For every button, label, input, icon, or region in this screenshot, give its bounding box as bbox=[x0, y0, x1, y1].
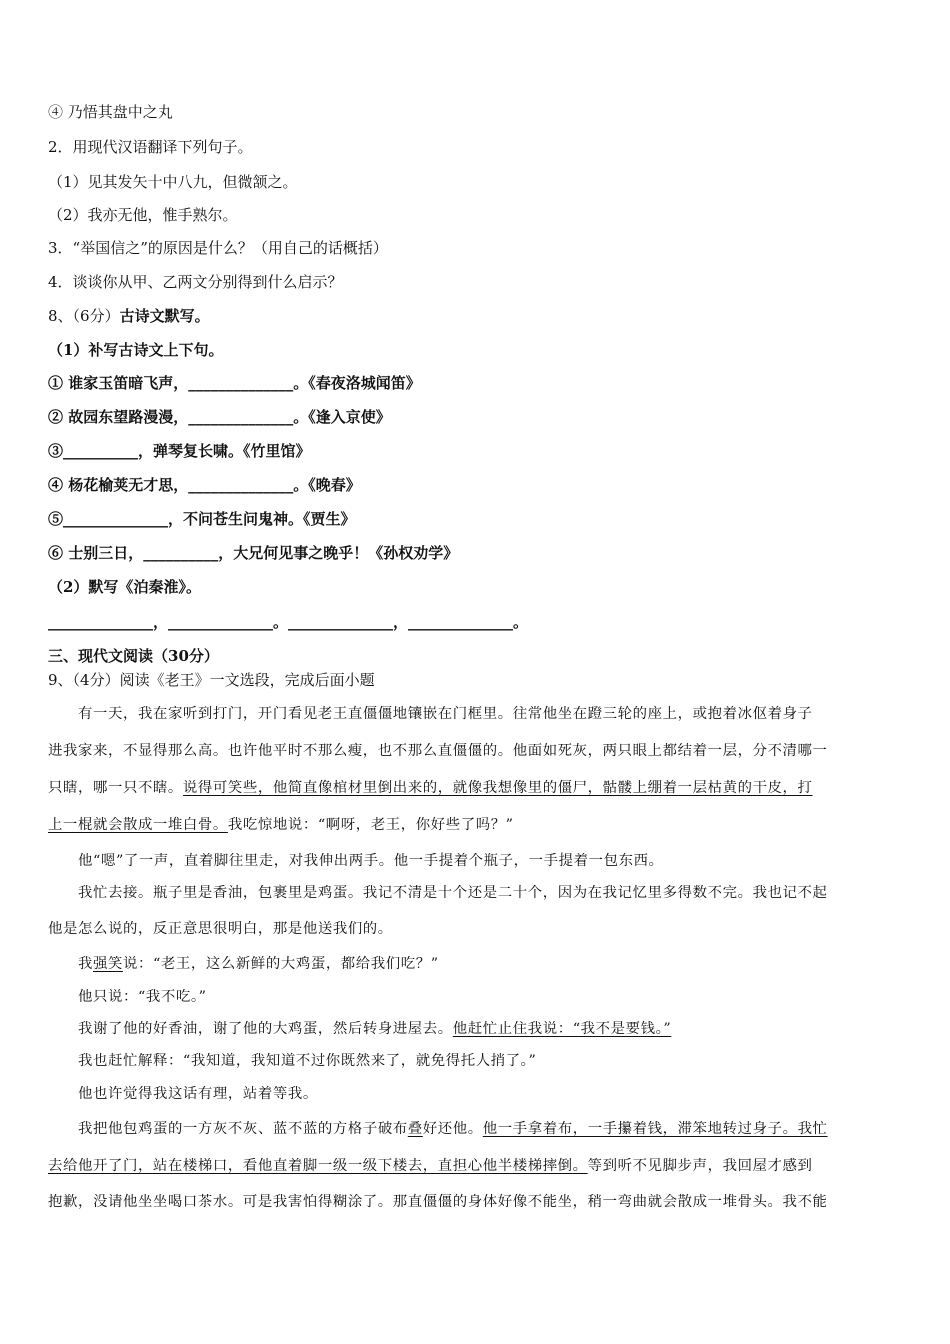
passage-line: 进我家来，不显得那么高。也许他平时不那么瘦，也不那么直僵僵的。他面如死灰，两只眼上都结着一层，分不清哪一 bbox=[48, 743, 828, 759]
passage-line bbox=[48, 954, 938, 974]
passage-line bbox=[48, 1156, 908, 1176]
question-8-heading bbox=[48, 306, 210, 326]
passage-line: 他也许觉得我这话有理，站着等我。 bbox=[78, 1086, 318, 1102]
passage-line: 有一天，我在家听到打门，开门看见老王直僵僵地镶嵌在门框里。往常他坐在蹬三轮的座上，或抱着冰伛着身子 bbox=[78, 706, 813, 722]
passage-line: 我忙去接。瓶子里是香油，包裹里是鸡蛋。我记不清是十个还是二十个，因为在我记忆里多得数不完。我也记不起 bbox=[78, 885, 828, 901]
passage-line: 他是怎么说的，反正意思很明白，那是他送我们的。 bbox=[48, 921, 393, 937]
passage-line bbox=[48, 1019, 938, 1039]
passage-line bbox=[48, 778, 908, 798]
question-8-sub-2: （2）默写《泊秦淮》。 bbox=[48, 578, 201, 596]
poem-line-3: ③__________，弹琴复长啸。《竹里馆》 bbox=[48, 442, 311, 460]
passage-line: 我也赶忙解释：“我知道，我知道不过你既然来了，就免得托人捎了。” bbox=[78, 1053, 537, 1069]
poem-line-1: ① 谁家玉笛暗飞声，______________。《春夜洛城闻笛》 bbox=[48, 374, 421, 392]
underlined-text: 他赶忙止住我说：“我不是要钱。” bbox=[452, 1021, 672, 1037]
underlined-text: 去给他开了门，站在楼梯口，看他直着脚一级一级下楼去，直担心他半楼梯摔倒。 bbox=[48, 1158, 588, 1174]
underlined-text: 说得可笑些，他简直像棺材里倒出来的，就像我想像里的僵尸，骷髅上绷着一层枯黄的干皮，打 bbox=[182, 780, 813, 796]
passage-text: 我吃惊地说：“啊呀，老王，你好些了吗？” bbox=[227, 817, 514, 833]
passage-text: 我把他包鸡蛋的一方灰不灰、蓝不蓝的方格子破布 bbox=[78, 1121, 408, 1137]
underlined-text: 上一棍就会散成一堆白骨。 bbox=[48, 817, 228, 833]
underlined-text: 强笑 bbox=[93, 956, 123, 972]
poem-line-4: ④ 杨花榆荚无才思，______________。《晚春》 bbox=[48, 476, 361, 494]
q-prev-item-4: ④ 乃悟其盘中之丸 bbox=[48, 103, 173, 121]
passage-text: 等到听不见脚步声，我回屋才感到 bbox=[587, 1158, 813, 1174]
question-8-number: 8、（6分） bbox=[48, 307, 120, 325]
underlined-text: 他一手拿着布，一手攥着钱，滞笨地转过身子。我忙 bbox=[482, 1121, 828, 1137]
question-3: 3．“举国信之”的原因是什么？（用自己的话概括） bbox=[48, 239, 388, 257]
poem-line-2: ② 故园东望路漫漫，______________。《逢入京使》 bbox=[48, 408, 391, 426]
passage-text: 只瞎，哪一只不瞎。 bbox=[48, 780, 183, 796]
question-2-part-2: （2）我亦无他，惟手熟尔。 bbox=[48, 206, 238, 224]
poem-line-5: ⑤______________，不问苍生问鬼神。《贾生》 bbox=[48, 510, 356, 528]
question-8-title: 古诗文默写。 bbox=[119, 307, 210, 325]
passage-line: 他“嗯”了一声，直着脚往里走，对我伸出两手。他一手提着个瓶子，一手提着一包东西。 bbox=[78, 853, 664, 869]
question-8-sub-1: （1）补写古诗文上下句。 bbox=[48, 341, 224, 359]
question-4: 4．谈谈你从甲、乙两文分别得到什么启示？ bbox=[48, 273, 343, 291]
question-2: 2．用现代汉语翻译下列句子。 bbox=[48, 138, 253, 156]
passage-text: 说：“老王，这么新鲜的大鸡蛋，都给我们吃？” bbox=[122, 956, 439, 972]
underlined-text: 叠 bbox=[407, 1121, 423, 1137]
passage-line bbox=[48, 815, 908, 835]
passage-text: 好还他。 bbox=[422, 1121, 483, 1137]
section-3-title: 三、现代文阅读（30分） bbox=[48, 647, 219, 665]
poem-blank-lines: ______________，______________。______________，______________。 bbox=[48, 613, 529, 631]
passage-line: 他只说：“我不吃。” bbox=[78, 989, 207, 1005]
poem-line-6: ⑥ 士别三日，__________，大兄何见事之晚乎！《孙权劝学》 bbox=[48, 544, 459, 562]
question-2-part-1: （1）见其发矢十中八九，但微颔之。 bbox=[48, 173, 298, 191]
passage-text: 我 bbox=[78, 956, 93, 972]
passage-line: 抱歉，没请他坐坐喝口茶水。可是我害怕得糊涂了。那直僵僵的身体好像不能坐，稍一弯曲就会散成一堆骨头。我不能 bbox=[48, 1194, 828, 1210]
passage-text: 我谢了他的好香油，谢了他的大鸡蛋，然后转身进屋去。 bbox=[78, 1021, 453, 1037]
passage-line bbox=[48, 1119, 938, 1139]
question-9-heading: 9、（4分）阅读《老王》一文选段，完成后面小题 bbox=[48, 671, 375, 689]
